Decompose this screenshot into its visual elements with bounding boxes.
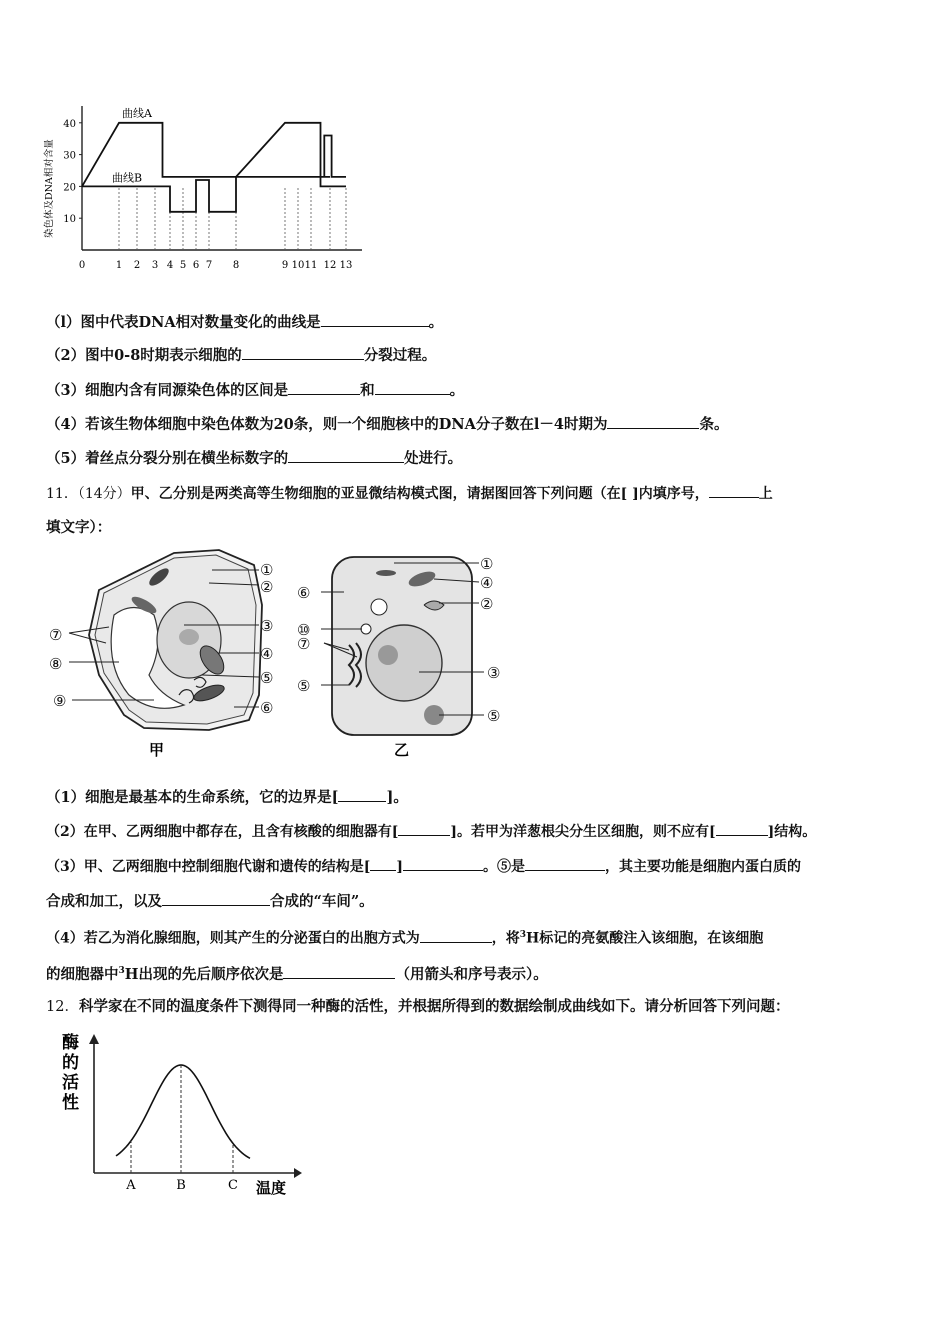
jia-mark-5: ⑤ (260, 669, 274, 687)
x-tick-label: C (228, 1178, 238, 1193)
x-tick-label: B (176, 1178, 186, 1193)
q11-item-4-cont: 的细胞器中$^3$H出现的先后顺序依次是 （用箭头和序号表示）。 (46, 961, 548, 985)
x-arrow (294, 1168, 302, 1178)
y-axis-label-char: 性 (62, 1093, 79, 1113)
jia-mark-4: ④ (260, 645, 274, 663)
x-tick-label: 13 (339, 260, 353, 271)
x-tick-label: 7 (205, 260, 213, 271)
q10-item-5: （5）着丝点分裂分别在横坐标数字的 处进行。 (46, 447, 462, 469)
cell-diagrams (44, 545, 514, 760)
x-tick-label: 11 (304, 260, 318, 271)
q10-item-1: （l）图中代表DNA相对数量变化的曲线是 。 (46, 311, 443, 333)
yi-mark-4: ④ (480, 574, 494, 592)
q11-item-1: （1）细胞是最基本的生命系统，它的边界是[ ]。 (46, 786, 408, 808)
yi-mark-7: ⑦ (297, 635, 311, 653)
curve-b-label: 曲线B (112, 171, 143, 185)
cell-jia-label: 甲 (149, 741, 165, 759)
x-tick-label: 1 (115, 260, 123, 271)
y-tick-label: 20 (63, 182, 76, 194)
jia-mark-8: ⑧ (49, 655, 63, 673)
yi-mark-2: ② (480, 595, 494, 613)
y-tick-label: 40 (63, 118, 76, 130)
yi-mark-3: ③ (487, 664, 501, 682)
x-tick-label: 0 (78, 260, 86, 271)
q10-item-2: （2）图中0-8时期表示细胞的 分裂过程。 (46, 344, 436, 366)
x-tick-label: 12 (323, 260, 337, 271)
animal-cell-yi (332, 557, 472, 735)
x-tick-label: 4 (166, 260, 174, 271)
activity-curve (116, 1065, 250, 1158)
q11-item-2: （2）在甲、乙两细胞中都存在，且含有核酸的细胞器有[ ]。若甲为洋葱根尖分生区细胞，则不应有[ ]结构。 (46, 820, 816, 842)
q10-item-4: （4）若该生物体细胞中染色体数为20条，则一个细胞核中的DNA分子数在l－4时期为 条。 (46, 413, 728, 435)
q11-item-4: （4）若乙为消化腺细胞，则其产生的分泌蛋白的出胞方式为 ，将$^3$H标记的亮氨酸注入该细胞，在该细胞 (46, 925, 763, 949)
jia-mark-1: ① (260, 561, 274, 579)
y-tick-label: 30 (63, 150, 76, 162)
x-tick-label: 2 (133, 260, 141, 271)
q11-item-3: （3）甲、乙两细胞中控制细胞代谢和遗传的结构是[ ] 。⑤是 ，其主要功能是细胞内蛋白质的 (46, 855, 801, 877)
x-tick-label: 5 (179, 260, 187, 271)
q11-item-3-cont: 合成和加工，以及 合成的“车间”。 (46, 890, 374, 912)
yi-mark-5-right: ⑤ (487, 707, 501, 725)
yi-mark-5-left: ⑤ (297, 677, 311, 695)
jia-mark-3: ③ (260, 617, 274, 635)
yi-mark-10: ⑩ (297, 621, 311, 639)
y-axis-label-char: 活 (62, 1073, 79, 1093)
y-axis-label-char: 酶 (62, 1033, 79, 1053)
q10-item-3: （3）细胞内含有同源染色体的区间是 和 。 (46, 379, 464, 401)
x-tick-label: 10 (291, 260, 305, 271)
jia-mark-6: ⑥ (260, 699, 274, 717)
x-axis-label: 温度 (256, 1179, 287, 1197)
y-tick-label: 10 (63, 214, 76, 226)
jia-mark-7: ⑦ (49, 626, 63, 644)
plant-cell-jia (89, 550, 262, 730)
enzyme-activity-chart (56, 1030, 316, 1205)
x-tick-label: 8 (232, 260, 240, 271)
x-tick-label: 3 (151, 260, 159, 271)
q12-stem: 12．科学家在不同的温度条件下测得同一种酶的活性，并根据所得到的数据绘制成曲线如下。请分析回答下列问题： (46, 998, 790, 1015)
curve-a-label: 曲线A (122, 106, 152, 120)
q11-stem-cont: 填文字）： (46, 519, 112, 536)
jia-mark-9: ⑨ (53, 692, 67, 710)
dna-chromosome-chart (40, 98, 370, 278)
q11-stem: 11．（14分）甲、乙分别是两类高等生物细胞的亚显微结构模式图，请据图回答下列问题（在[ ]内填序号， 上 (46, 482, 773, 504)
y-arrow (89, 1034, 99, 1044)
y-axis-label-char: 的 (62, 1053, 79, 1073)
x-tick-label: 6 (192, 260, 200, 271)
x-tick-label: 9 (281, 260, 289, 271)
jia-mark-2: ② (260, 578, 274, 596)
yi-mark-6: ⑥ (297, 584, 311, 602)
x-tick-label: A (126, 1178, 136, 1193)
yi-mark-1: ① (480, 555, 494, 573)
cell-yi-label: 乙 (394, 741, 410, 759)
y-axis-label: 染色体及DNA相对含量 (44, 139, 55, 238)
